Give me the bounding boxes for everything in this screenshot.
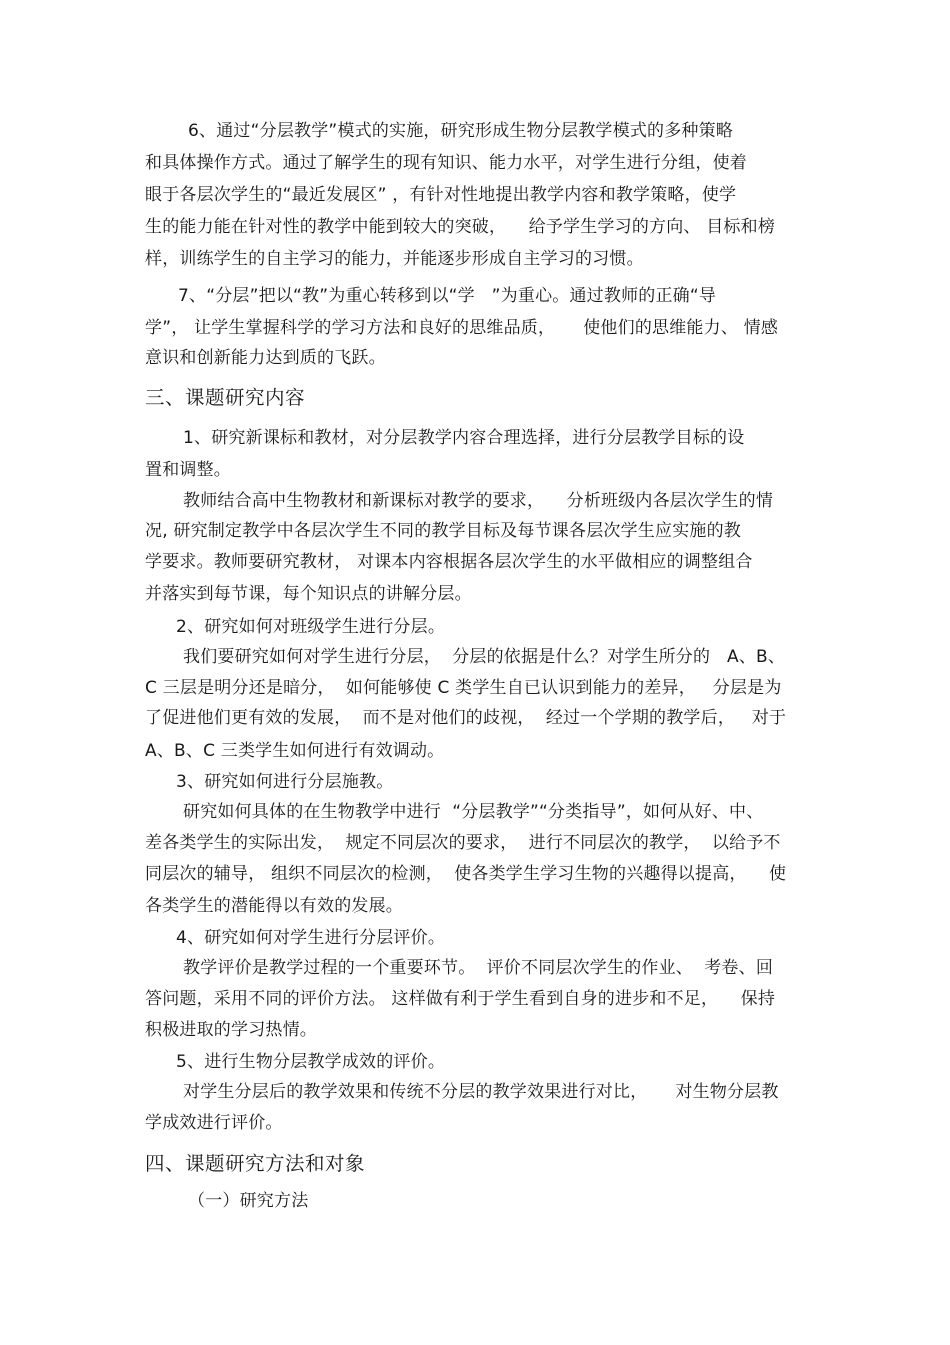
paragraph-line: 眼于各层次学生的“最近发展区” ，有针对性地提出教学内容和教学策略，使学 [145, 185, 737, 205]
section-heading: 三、课题研究内容 [145, 386, 306, 409]
paragraph-line: 7、“分层”把以“教”为重心转移到以“学 ”为重心。通过教师的正确“导 [178, 286, 717, 306]
subsection-heading: （一）研究方法 [188, 1191, 309, 1211]
paragraph-line: 对学生分层后的教学效果和传统不分层的教学效果进行对比， 对生物分层教 [183, 1082, 779, 1102]
paragraph-line: 学”， 让学生掌握科学的学习方法和良好的思维品质， 使他们的思维能力、 情感 [145, 318, 779, 338]
paragraph-line: 况, 研究制定教学中各层次学生不同的教学目标及每节课各层次学生应实施的教 [145, 521, 742, 541]
paragraph-line: 积极进取的学习热情。 [145, 1020, 317, 1040]
paragraph-line: 并落实到每节课，每个知识点的讲解分层。 [145, 584, 472, 604]
paragraph-line: 意识和创新能力达到质的飞跃。 [145, 348, 386, 368]
paragraph-line: 答问题，采用不同的评价方法。 这样做有利于学生看到自身的进步和不足， 保持 [145, 989, 776, 1009]
paragraph-line: 和具体操作方式。通过了解学生的现有知识、能力水平，对学生进行分组，使着 [145, 153, 747, 173]
item-title: 2、研究如何对班级学生进行分层。 [176, 617, 446, 637]
paragraph-line: 教学评价是教学过程的一个重要环节。 评价不同层次学生的作业、 考卷、回 [183, 958, 774, 978]
paragraph-line: 了促进他们更有效的发展， 而不是对他们的歧视， 经过一个学期的教学后， 对于 [145, 708, 787, 728]
item-title: 3、研究如何进行分层施教。 [176, 772, 394, 792]
section-heading: 四、课题研究方法和对象 [145, 1152, 366, 1175]
paragraph-line: 我们要研究如何对学生进行分层， 分层的依据是什么？对学生所分的 A、B、 [183, 647, 786, 667]
paragraph-line: 6、通过“分层教学”模式的实施，研究形成生物分层教学模式的多种策略 [188, 121, 734, 141]
paragraph-line: 教师结合高中生物教材和新课标对教学的要求， 分析班级内各层次学生的情 [183, 491, 774, 511]
paragraph-line: A、B、C 三类学生如何进行有效调动。 [145, 741, 445, 761]
item-title: 5、进行生物分层教学成效的评价。 [176, 1052, 446, 1072]
paragraph-line: 学要求。教师要研究教材， 对课本内容根据各层次学生的水平做相应的调整组合 [145, 552, 753, 572]
paragraph-line: 学成效进行评价。 [145, 1113, 283, 1133]
item-title: 4、研究如何对学生进行分层评价。 [176, 928, 446, 948]
item-title: 1、研究新课标和教材，对分层教学内容合理选择，进行分层教学目标的设 [183, 428, 745, 448]
paragraph-line: 差各类学生的实际出发， 规定不同层次的要求， 进行不同层次的教学， 以给予不 [145, 833, 781, 853]
paragraph-line: C 三层是明分还是暗分， 如何能够使 C 类学生自已认识到能力的差异， 分层是为 [145, 678, 782, 698]
paragraph-line: 样，训练学生的自主学习的能力，并能逐步形成自主学习的习惯。 [145, 249, 644, 269]
paragraph-line: 生的能力能在针对性的教学中能到较大的突破， 给予学生学习的方向、 目标和榜 [145, 217, 776, 237]
paragraph-line: 研究如何具体的在生物教学中进行 “分层教学”“分类指导”，如何从好、中、 [183, 802, 764, 822]
paragraph-line: 同层次的辅导， 组织不同层次的检测， 使各类学生学习生物的兴趣得以提高， 使 [145, 864, 787, 884]
paragraph-line: 各类学生的潜能得以有效的发展。 [145, 896, 403, 916]
item-title: 置和调整。 [145, 460, 231, 480]
